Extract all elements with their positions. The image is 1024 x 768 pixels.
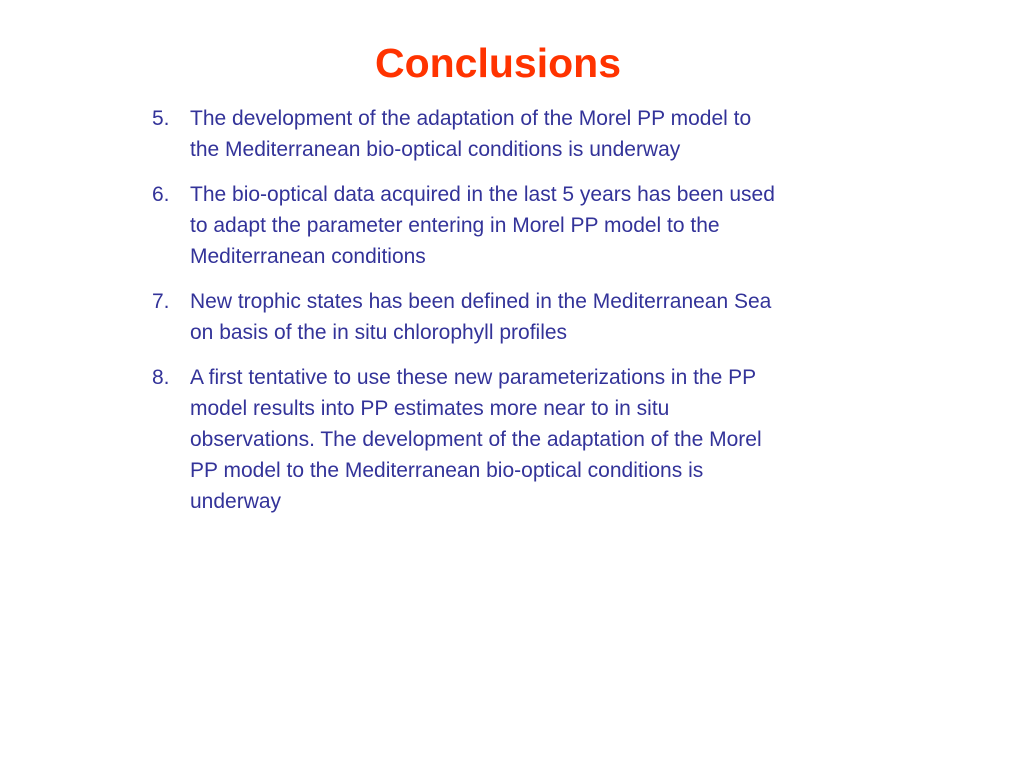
conclusion-item-6 <box>152 179 922 272</box>
conclusion-item-8 <box>152 362 922 517</box>
conclusion-item-7 <box>152 286 922 348</box>
item-text: The bio-optical data acquired in the last 5 years has been used to adapt the parameter entering in Morel PP model to the Mediterranean conditions <box>190 183 775 268</box>
item-number: 5. <box>152 107 170 130</box>
item-text: A first tentative to use these new parameterizations in the PP model results into PP estimates more near to in situ observations. The development of the adaptation of the Morel PP model to the Mediterranean bio-optical conditions is underway <box>190 366 762 513</box>
conclusions-list <box>152 103 922 531</box>
item-text: The development of the adaptation of the Morel PP model to the Mediterranean bio-optical conditions is underway <box>190 107 752 161</box>
item-number: 6. <box>152 183 170 206</box>
conclusion-item-5 <box>152 103 922 165</box>
slide-title: Conclusions <box>374 40 622 86</box>
item-number: 8. <box>152 366 170 389</box>
item-number: 7. <box>152 290 170 313</box>
item-text: New trophic states has been defined in the Mediterranean Sea on basis of the in situ chlorophyll profiles <box>190 290 772 344</box>
